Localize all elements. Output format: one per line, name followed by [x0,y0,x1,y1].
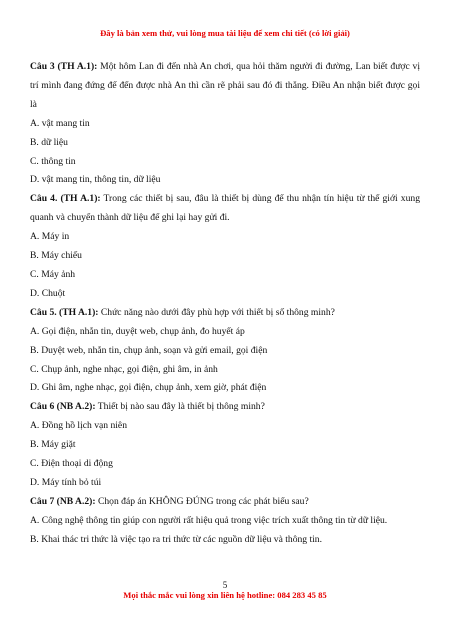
option-b: B. Khai thác tri thức là việc tạo ra tri thức từ các nguồn dữ liệu và thông tin. [30,533,323,545]
question-5 [30,304,420,323]
option-d: D. Chuột [30,287,66,299]
option-c: C. Chụp ảnh, nghe nhạc, gọi điện, ghi âm, in ảnh [30,363,218,375]
question-7 [30,493,420,512]
option-d: D. vật mang tin, thông tin, dữ liệu [30,174,161,186]
option-d: D. Máy tính bỏ túi [30,476,102,488]
hotline-footer: Mọi thắc mắc vui lòng xin liên hệ hotline: 084 283 45 85 [123,590,327,600]
option-a: A. Gọi điện, nhắn tin, duyệt web, chụp ảnh, đo huyết áp [30,325,245,337]
option-c: C. thông tin [30,155,76,167]
option-b: B. Duyệt web, nhắn tin, chụp ảnh, soạn và gửi email, gọi điện [30,344,268,356]
question-label: Câu 7 (NB A.2): [30,495,96,507]
question-3 [30,58,420,115]
option-a: A. vật mang tin [30,117,90,129]
question-label: Câu 5. (TH A.1): [30,306,99,318]
preview-banner: Đây là bản xem thử, vui lòng mua tài liệu để xem chi tiết (có lời giải) [100,28,350,38]
option-a: A. Đồng hồ lịch vạn niên [30,420,127,432]
question-4 [30,190,420,228]
question-label: Câu 3 (TH A.1): [30,61,98,72]
option-c: C. Máy ảnh [30,268,76,280]
option-c: C. Điện thoại di động [30,458,113,470]
question-label: Câu 6 (NB A.2): [30,401,96,413]
question-label: Câu 4. (TH A.1): [30,193,101,205]
question-text: Chọn đáp án KHÔNG ĐÚNG trong các phát biểu sau? [95,495,309,507]
question-text: Trong các thiết bị sau, đâu là thiết bị dùng để thu nhận tín hiệu từ thế giới xung quanh và chuyển thành dữ liệu để ghi lại hay gửi đi. [30,193,420,224]
document-body [30,58,420,550]
option-a: A. Công nghệ thông tin giúp con người rất hiệu quả trong việc trích xuất thông tin từ dữ liệu. [30,514,388,526]
question-text: Một hôm Lan đi đến nhà An chơi, qua hỏi thăm người đi đường, Lan biết được vị trí mình đang đứng để đến được nhà An thì cần rẽ phải sau đó đi thẳng. Điều An nhận biết được gọi là [30,61,421,110]
question-text: Chức năng nào dưới đây phù hợp với thiết bị số thông minh? [98,306,335,318]
option-d: D. Ghi âm, nghe nhạc, gọi điện, chụp ảnh, xem giờ, phát điện [30,382,267,394]
option-b: B. Máy chiếu [30,250,82,262]
option-b: B. dữ liệu [30,136,68,148]
question-6 [30,398,420,417]
question-text: Thiết bị nào sau đây là thiết bị thông minh? [95,401,265,413]
option-b: B. Máy giặt [30,439,76,451]
option-a: A. Máy in [30,231,70,243]
page-number: 5 [222,580,228,590]
